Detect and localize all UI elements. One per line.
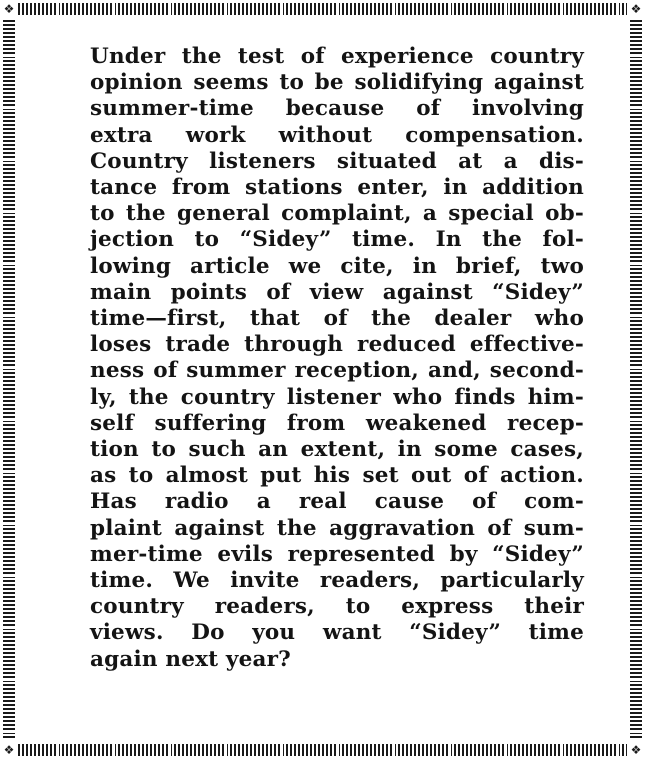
paragraph-2 — [60, 489, 584, 672]
paragraph-1 — [60, 44, 584, 489]
text-line: mer-time evils represented by “Sidey” — [90, 541, 584, 567]
text-line: again next year? — [90, 646, 291, 672]
border-bottom — [18, 744, 627, 756]
text-line: tion to such an extent, in some cases, — [90, 437, 584, 463]
text-line: Country listeners situated at a dis- — [90, 148, 584, 174]
corner-ornament-icon: ❖ — [3, 743, 15, 757]
text-line: Under the test of experience country — [90, 44, 584, 69]
text-line: loses trade through reduced effective- — [90, 332, 584, 358]
text-line: self suffering from weakened recep- — [90, 410, 584, 436]
text-line: summer-time because of involving — [90, 96, 584, 122]
text-line: ness of summer reception, and, second- — [90, 358, 584, 384]
text-line: ly, the country listener who finds him- — [90, 384, 584, 410]
corner-ornament-icon: ❖ — [630, 743, 642, 757]
text-line: jection to “Sidey” time. In the fol- — [90, 227, 584, 253]
text-line: plaint against the aggravation of sum- — [90, 515, 584, 541]
text-line: time. We invite readers, particularly — [90, 568, 584, 594]
border-right — [630, 20, 642, 739]
border-left — [3, 20, 15, 739]
text-line: opinion seems to be solidifying against — [90, 70, 584, 96]
article-text — [60, 44, 584, 673]
border-top — [18, 3, 627, 15]
text-line: time—first, that of the dealer who — [90, 306, 584, 332]
corner-ornament-icon: ❖ — [630, 2, 642, 16]
text-line: extra work without compensation. — [90, 122, 584, 148]
text-line: country readers, to express their — [90, 594, 584, 620]
text-line: lowing article we cite, in brief, two — [90, 253, 584, 279]
text-line: to the general complaint, a special ob- — [90, 201, 584, 227]
text-line: Has radio a real cause of com- — [90, 489, 584, 515]
text-line: views. Do you want “Sidey” time — [90, 620, 584, 646]
text-line: tance from stations enter, in addition — [90, 175, 584, 201]
text-line: main points of view against “Sidey” — [90, 279, 584, 305]
text-line: as to almost put his set out of action. — [90, 463, 584, 489]
corner-ornament-icon: ❖ — [3, 2, 15, 16]
